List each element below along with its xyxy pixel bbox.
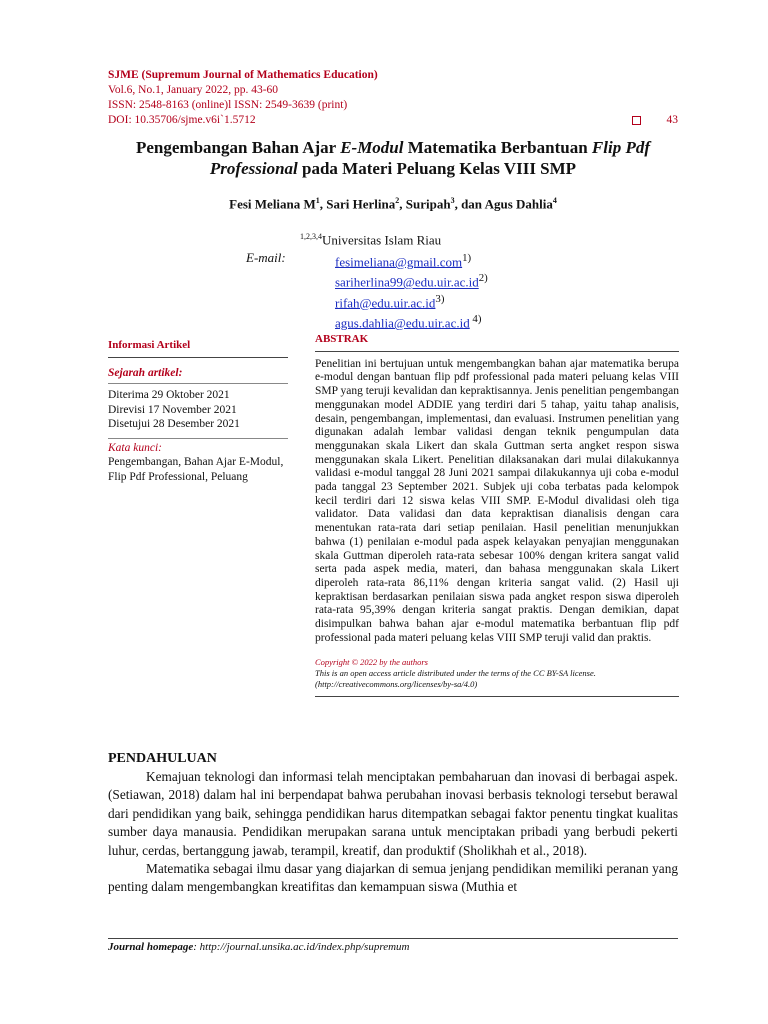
abstract-text: Penelitian ini bertujuan untuk mengembangkan bahan ajar matematika berupa e-modul dengan bantuan flip pdf professional pada materi peluang kelas VIII SMP yang teruji kevalidan dan kepraktisannya. Jenis penelitian pengembangan menggunakan model ADDIE yang terdiri dari 5 tahap, yaitu tahap analisis, desain, pengembangan, implementasi, dan evaluasi. Instrumen penelitian yang digunakan adalah lembar validasi dengan teknik pengumpulan data menggunakan skala Likert dan skala Guttman serta angket respon siswa menggunakan skala Likert. Penelitian dilaksanakan dari mulai dilakukannya validasi e-modul tanggal 28 Juni 2021 sampai dilakukannya uji coba e-modul pada tanggal 23 September 2021. Subjek uji coba terbatas pada kelompok kecil terdiri dari 12 siswa kelas VIII SMP. E-Modul divalidasi oleh tiga validator. Data validasi dan data kepraktisan dianalisis dengan cara menentukan rata-rata dari setiap penilaian. Hasil penelitian menunjukkan bahwa (1) penilaian e-modul pada aspek kelayakan penyajian menggunakan skala Guttman diperoleh rata-rata sebesar 100% dengan kritera sangat valid serta pada aspek media, materi, dan bahasa menggunakan skala Likert diperoleh rata-rata 86,11% dengan kriteria sangat valid. (2) Hasil uji kepraktisan berdasarkan penilaian siswa pada angket respon siswa diperoleh rata-rata 95,39% dengan kriteria sangat praktis. Dengan demikian, dapat disimpulkan bahwa bahan ajar e-modul matematika berbantuan flip pdf professional pada materi peluang kelas VIII SMP teruji valid dan praktis. xyxy=(315,357,679,644)
email-sup: 2) xyxy=(478,272,488,285)
license-line xyxy=(315,668,679,679)
license-url[interactable]: (http://creativecommons.org/licenses/by-sa/4.0) xyxy=(315,679,478,690)
email-link[interactable]: sariherlina99@edu.uir.ac.id xyxy=(335,274,479,290)
abstract xyxy=(315,333,679,697)
author-sup: 2 xyxy=(395,196,400,205)
title-part: Pengembangan Bahan Ajar xyxy=(135,138,341,157)
author-sep: , xyxy=(399,196,406,212)
page-number: 43 xyxy=(666,114,678,126)
email-link[interactable]: agus.dahlia@edu.uir.ac.id xyxy=(335,315,470,331)
email-entry xyxy=(335,250,488,270)
history-label: Sejarah artikel: xyxy=(108,366,288,385)
author-name: Agus Dahlia xyxy=(484,196,553,212)
email-entry xyxy=(335,270,488,290)
email-link[interactable]: rifah@edu.uir.ac.id xyxy=(335,294,436,310)
intro-body xyxy=(108,768,678,897)
author-name: Fesi Meliana M xyxy=(229,196,316,212)
journal-issn: ISSN: 2548-8163 (online)l ISSN: 2549-3639 (print) xyxy=(108,99,348,111)
license-mid: distributed under the terms of the xyxy=(415,668,534,679)
license-prefix: This is an open access article xyxy=(315,668,416,679)
email-list xyxy=(335,250,488,331)
author-sup: 4 xyxy=(552,196,557,205)
abstract-heading: ABSTRAK xyxy=(315,333,679,352)
author-sep: , xyxy=(319,196,327,212)
author-name: Suripah xyxy=(405,196,451,212)
copyright-line: Copyright © 2022 by the authors xyxy=(315,657,428,668)
title-part: Flip Pdf Professional xyxy=(209,138,650,178)
abstract-end-rule xyxy=(315,696,679,697)
intro-paragraph: Kemajuan teknologi dan informasi telah menciptakan pembaharuan dan inovasi di berbagai aspek. (Setiawan, 2018) dalam hal ini berpendapat bahwa perubahan inovasi berbasis teknologi tersebut berawal dari pendidikan yang baik, sehingga pendidikan harus ditempatkan sebagai faktor penentu tingkat kualitas sumber daya manausia. Pendidikan merupakan sarana untuk menciptakan pribadi yang berbudi pekerti luhur, cerdas, bertanggung jawab, terampil, kreatif, dan produktif (Sholikhah et al., 2018). xyxy=(108,769,678,858)
affiliation xyxy=(300,232,441,248)
author-name: Sari Herlina xyxy=(326,196,396,212)
author-sup: 3 xyxy=(450,196,455,205)
keywords: Pengembangan, Bahan Ajar E-Modul, Flip Pdf Professional, Peluang xyxy=(108,456,284,483)
title-part: pada Materi Peluang Kelas VIII SMP xyxy=(297,159,577,178)
affiliation-sup: 1,2,3,4 xyxy=(300,232,322,241)
article-title xyxy=(108,137,678,179)
copyright-block xyxy=(315,657,679,690)
license-name: CC BY-SA license. xyxy=(533,668,596,679)
date-accepted: Disetujui 28 Desember 2021 xyxy=(108,418,240,430)
info-heading: Informasi Artikel xyxy=(108,338,288,358)
email-link[interactable]: fesimeliana@gmail.com xyxy=(335,254,463,270)
email-entry xyxy=(335,291,488,311)
date-revised: Direvisi 17 November 2021 xyxy=(108,403,237,416)
email-entry xyxy=(335,311,488,331)
article-info xyxy=(108,338,288,484)
title-part: E-Modul xyxy=(340,138,404,157)
keywords-label: Kata kunci: xyxy=(108,441,162,454)
square-bullet-icon xyxy=(632,116,641,125)
author-sep: , dan xyxy=(454,196,485,212)
affiliation-name: Universitas Islam Riau xyxy=(322,232,442,248)
journal-header xyxy=(108,68,678,128)
email-label: E-mail: xyxy=(246,250,286,265)
email-sup: 1) xyxy=(462,252,472,264)
author-list xyxy=(108,196,678,212)
author-sup: 1 xyxy=(315,196,320,205)
homepage-url[interactable]: : http://journal.unsika.ac.id/index.php/supremum xyxy=(193,941,410,953)
journal-volume: Vol.6, No.1, January 2022, pp. 43-60 xyxy=(108,84,279,96)
intro-paragraph: Matematika sebagai ilmu dasar yang diajarkan di semua jenjang pendidikan memiliki peranan yang penting dalam mengembangkan kreatifitas dan kemampuan siswa (Muthia et xyxy=(108,861,678,895)
homepage-label: Journal homepage xyxy=(108,941,194,953)
footer-rule xyxy=(108,938,678,939)
title-part: Matematika Berbantuan xyxy=(403,138,592,157)
email-sup: 4) xyxy=(469,312,482,325)
journal-name: SJME (Supremum Journal of Mathematics Education) xyxy=(108,69,378,81)
section-heading: PENDAHULUAN xyxy=(108,751,217,766)
email-sup: 3) xyxy=(435,292,445,305)
journal-doi: DOI: 10.35706/sjme.v6i`1.5712 xyxy=(108,114,256,126)
date-received: Diterima 29 Oktober 2021 xyxy=(108,389,230,401)
journal-homepage xyxy=(108,941,409,953)
